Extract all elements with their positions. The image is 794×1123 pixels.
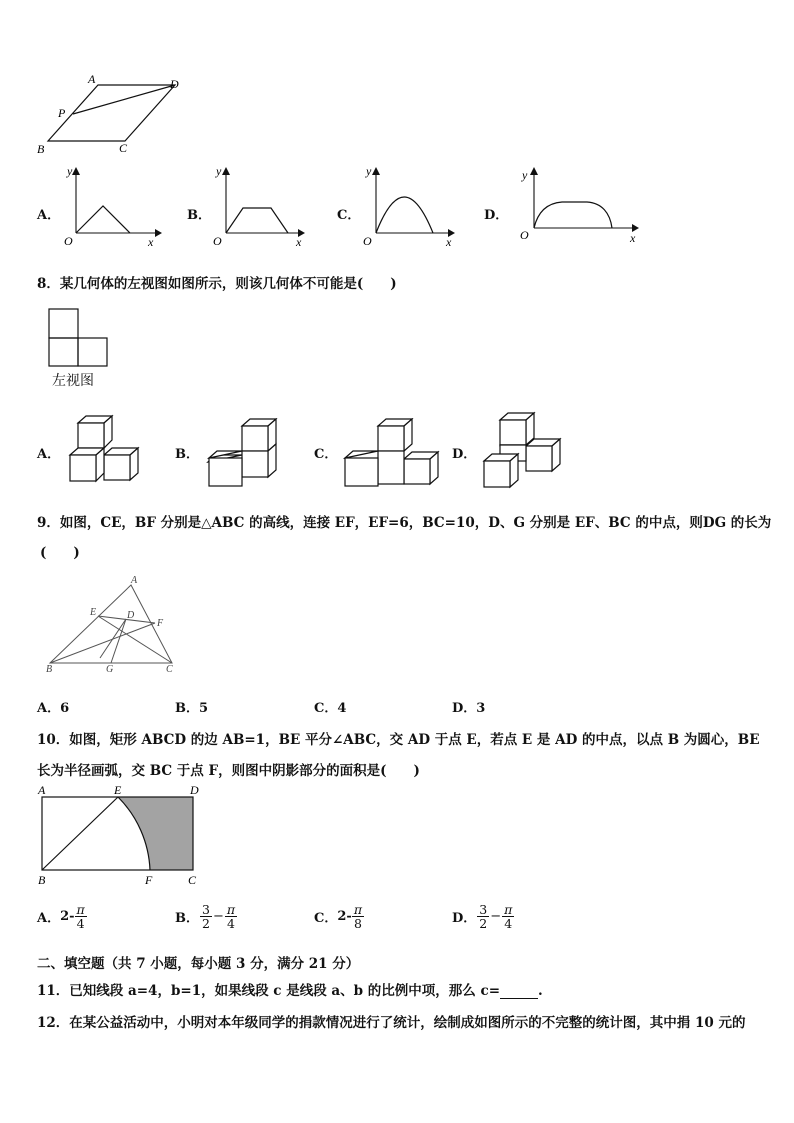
denominator: 4 [76, 916, 85, 931]
label-e: E [90, 607, 97, 618]
axis-x-label: x [296, 235, 302, 249]
q11-answer-blank[interactable] [500, 986, 538, 999]
q7-option-b-graph [208, 163, 313, 251]
q8-option-c-label[interactable]: C． [314, 447, 338, 462]
numerator: 3 [479, 902, 488, 917]
axis-x-label: x [446, 235, 452, 249]
option-label: A． [37, 911, 61, 926]
label-a: A [88, 72, 96, 86]
parallelogram-abcd [48, 85, 175, 141]
q7-option-a-graph [58, 163, 163, 251]
label-b: B [38, 873, 46, 887]
q7-parallelogram-figure [30, 72, 190, 160]
label-g: G [106, 664, 114, 675]
q10-question-line1: 10．如图，矩形 ABCD 的边 AB=1，BE 平分∠ABC，交 AD 于点 E，若点 E 是 AD 的中点，以点 B 为圆心，BE [37, 732, 760, 748]
label-a: A [38, 783, 46, 797]
graph-line [76, 206, 130, 233]
section2-title: 二、填空题（共 7 小题，每小题 3 分，满分 21 分） [37, 956, 360, 972]
q8-question-text: 8．某几何体的左视图如图所示，则该几何体不可能是( ) [37, 276, 397, 292]
graph-line [226, 208, 288, 233]
axis-y-label: y [216, 164, 222, 178]
q10-question-line2: 长为半径画弧，交 BC 于点 F，则图中阴影部分的面积是( ) [37, 763, 420, 779]
axis-y-label: y [366, 164, 372, 178]
fraction [75, 903, 87, 930]
minus-sign: − [490, 909, 502, 924]
label-e: E [114, 783, 122, 797]
origin-label: O [363, 234, 372, 248]
graph-curve [376, 197, 433, 233]
label-f: F [145, 873, 153, 887]
q10-option-b[interactable] [175, 903, 237, 930]
q10-option-d[interactable] [452, 903, 514, 930]
q7-option-d-graph [512, 163, 647, 251]
q10-option-a[interactable] [37, 903, 87, 930]
q8-left-view-caption: 左视图 [52, 373, 94, 389]
q10-rectangle-figure [32, 780, 207, 890]
q10-option-c[interactable] [314, 903, 364, 930]
label-p: P [58, 106, 66, 120]
q7-option-b-label[interactable]: B． [187, 208, 211, 223]
label-d: D [190, 783, 199, 797]
q11-text: 11．已知线段 a=4，b=1，如果线段 c 是线段 a、b 的比例中项，那么 c= [37, 983, 501, 999]
numerator: 3 [202, 902, 210, 917]
option-prefix: 2- [60, 909, 75, 924]
axis-x-label: x [630, 231, 636, 245]
fraction-1 [477, 903, 489, 930]
q9-option-d[interactable]: D．3 [452, 701, 486, 716]
option-label: B． [175, 911, 199, 926]
q7-option-c-graph [358, 163, 463, 251]
q8-option-a-cubes [66, 410, 140, 490]
q9-option-c[interactable]: C．4 [314, 701, 347, 716]
altitude-bf [50, 623, 155, 663]
numerator: π [353, 902, 363, 917]
axis-x-label: x [148, 235, 154, 249]
label-c: C [166, 664, 173, 675]
denominator: 4 [504, 916, 513, 931]
numerator: π [226, 902, 236, 917]
origin-label: O [213, 234, 222, 248]
denominator: 2 [479, 916, 488, 931]
label-d: D [127, 610, 135, 621]
q9-triangle-figure [40, 573, 185, 678]
q9-option-b[interactable]: B．5 [175, 701, 209, 716]
label-b: B [37, 142, 45, 156]
q12-question: 12．在某公益活动中，小明对本年级同学的捐款情况进行了统计，绘制成如图所示的不完整的统计图，其中捐 10 元的 [37, 1015, 746, 1031]
numerator: π [76, 902, 85, 917]
minus-sign: − [212, 909, 224, 924]
q8-option-b-cubes [206, 418, 280, 490]
shaded-region [118, 797, 193, 870]
q9-option-a[interactable]: A．6 [37, 701, 70, 716]
q7-option-c-label[interactable]: C． [337, 208, 361, 223]
denominator: 2 [202, 916, 210, 931]
q7-option-d-label[interactable]: D． [484, 208, 509, 223]
q8-option-a-label[interactable]: A． [37, 447, 61, 462]
q8-option-d-cubes [480, 410, 562, 492]
q8-left-view-figure [48, 308, 110, 368]
q8-option-d-label[interactable]: D． [452, 447, 477, 462]
label-d: D [170, 77, 179, 91]
q11-question [37, 979, 543, 999]
label-c: C [188, 873, 197, 887]
fraction-2 [502, 903, 514, 930]
fraction-1 [200, 903, 212, 930]
label-f: F [157, 618, 164, 629]
q11-end: . [538, 983, 543, 999]
label-c: C [119, 141, 128, 155]
origin-label: O [520, 228, 529, 242]
label-b: B [46, 664, 53, 675]
q8-option-b-label[interactable]: B． [175, 447, 199, 462]
graph-curve [534, 202, 612, 228]
option-prefix: 2- [337, 909, 352, 924]
segment-pd [73, 85, 175, 114]
fraction-2 [225, 903, 237, 930]
q7-option-a-label[interactable]: A． [37, 208, 61, 223]
numerator: π [504, 902, 513, 917]
q8-option-c-cubes [342, 418, 442, 490]
axis-y-label: y [522, 168, 528, 182]
segment-be [42, 797, 118, 870]
option-label: C． [314, 911, 338, 926]
denominator: 8 [353, 916, 362, 931]
label-a: A [131, 575, 138, 586]
denominator: 4 [226, 916, 235, 931]
fraction [352, 903, 364, 930]
origin-label: O [64, 234, 73, 248]
axis-y-label: y [67, 164, 73, 178]
q9-question-line1: 9．如图，CE，BF 分别是△ABC 的高线，连接 EF，EF=6，BC=10，D、G 分别是 EF、BC 的中点，则DG 的长为 [37, 515, 772, 531]
q9-question-line2: ( ) [40, 545, 80, 561]
option-label: D． [452, 911, 477, 926]
